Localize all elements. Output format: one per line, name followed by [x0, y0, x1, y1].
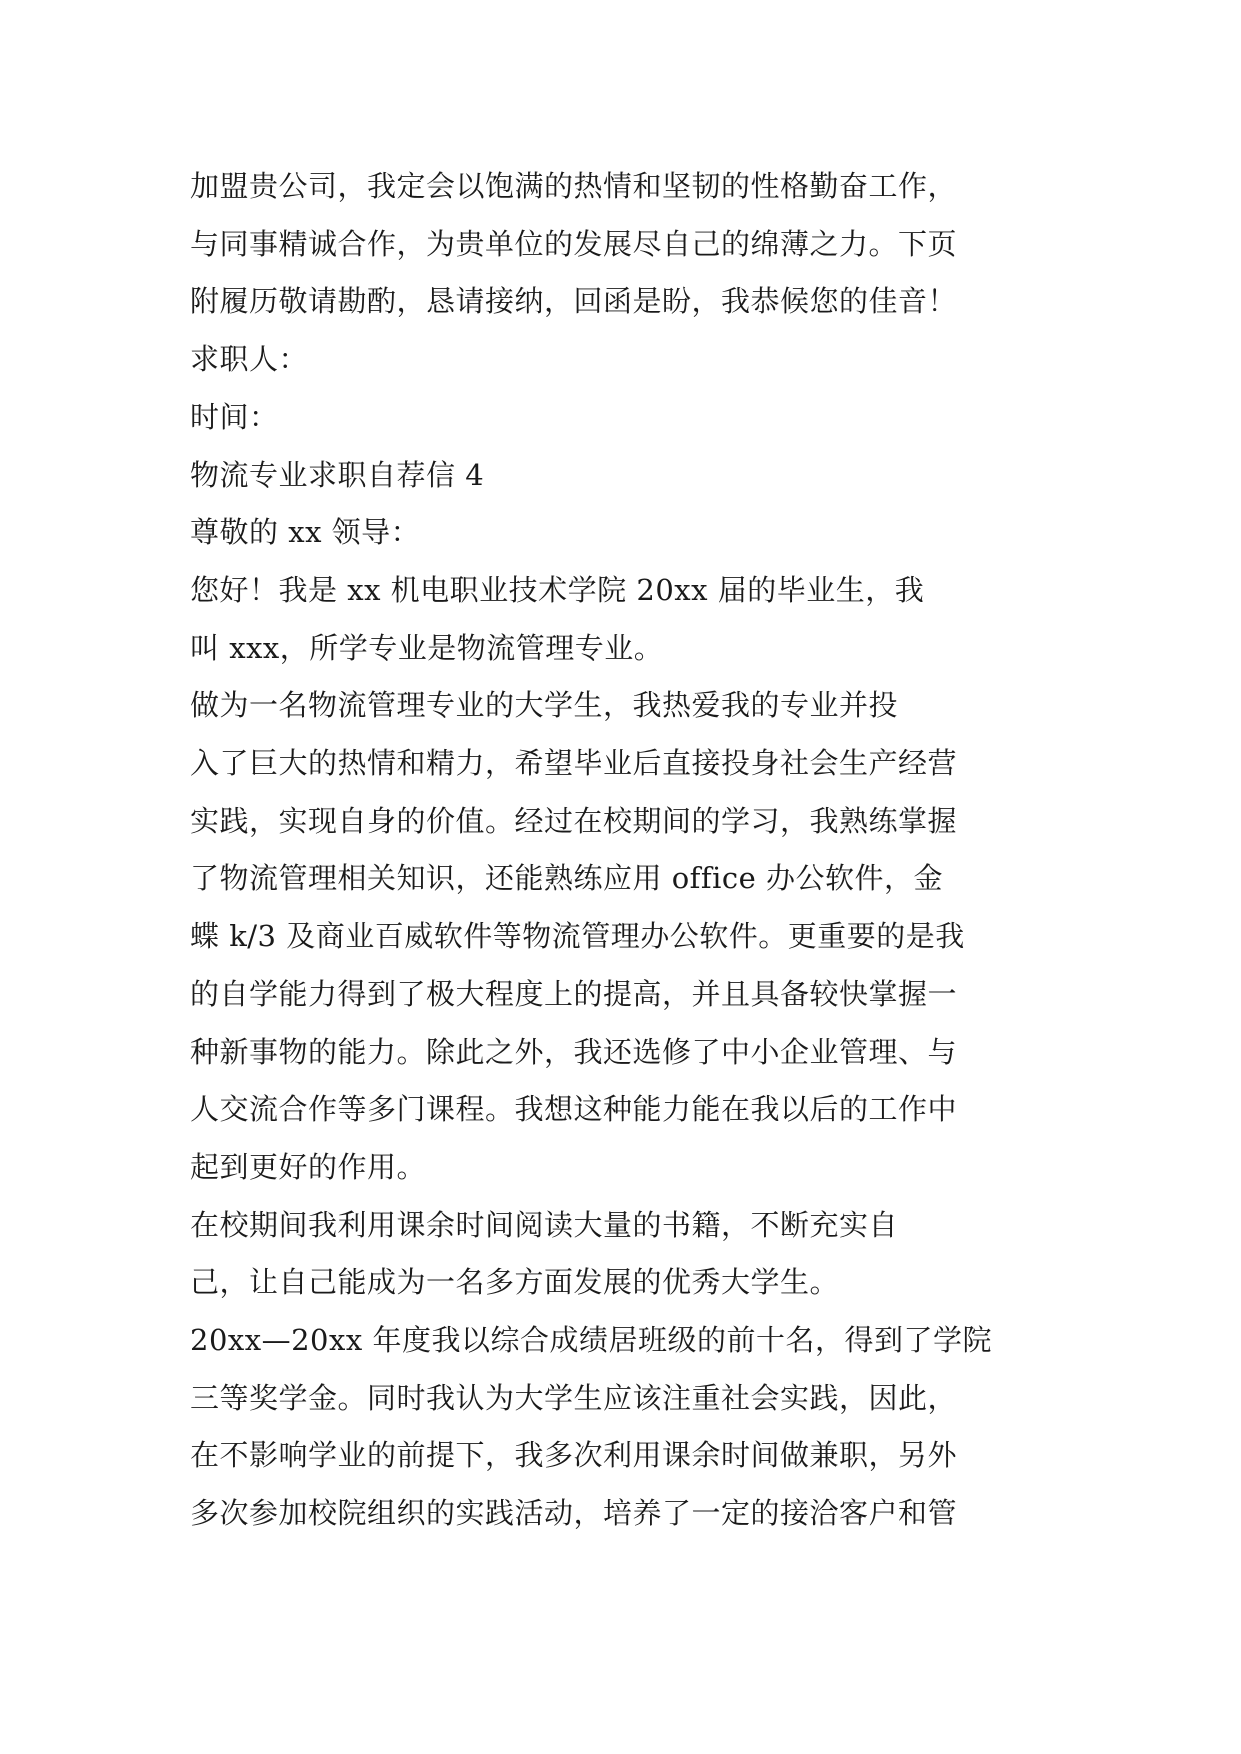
date-label: 时间： [190, 399, 279, 434]
text-line: 种新事物的能力。除此之外，我还选修了中小企业管理、与 [190, 1034, 958, 1069]
text-line: 在不影响学业的前提下，我多次利用课余时间做兼职，另外 [190, 1438, 958, 1473]
text-line: 人交流合作等多门课程。我想这种能力能在我以后的工作中 [190, 1092, 958, 1127]
text-line: 叫 xxx，所学专业是物流管理专业。 [190, 630, 664, 665]
text-line: 的自学能力得到了极大程度上的提高，并且具备较快掌握一 [190, 976, 958, 1011]
text-line: 与同事精诚合作，为贵单位的发展尽自己的绵薄之力。下页 [190, 226, 958, 261]
salutation: 尊敬的 xx 领导： [190, 515, 421, 550]
text-line: 己，让自己能成为一名多方面发展的优秀大学生。 [190, 1265, 840, 1300]
text-line: 附履历敬请勘酌，恳请接纳，回函是盼，我恭候您的佳音！ [190, 284, 958, 319]
text-line: 20xx—20xx 年度我以综合成绩居班级的前十名，得到了学院 [190, 1323, 992, 1358]
text-line: 蝶 k/3 及商业百威软件等物流管理办公软件。更重要的是我 [190, 919, 965, 954]
document-body [190, 158, 1060, 1543]
text-line: 您好！我是 xx 机电职业技术学院 20xx 届的毕业生，我 [190, 572, 925, 607]
text-line: 多次参加校院组织的实践活动，培养了一定的接洽客户和管 [190, 1496, 958, 1531]
text-line: 在校期间我利用课余时间阅读大量的书籍，不断充实自 [190, 1207, 899, 1242]
text-line: 加盟贵公司，我定会以饱满的热情和坚韧的性格勤奋工作， [190, 169, 958, 203]
text-line: 了物流管理相关知识，还能熟练应用 office 办公软件，金 [190, 861, 944, 896]
text-line: 做为一名物流管理专业的大学生，我热爱我的专业并投 [190, 688, 899, 723]
text-line: 实践，实现自身的价值。经过在校期间的学习，我熟练掌握 [190, 803, 958, 838]
text-line: 三等奖学金。同时我认为大学生应该注重社会实践，因此， [190, 1380, 958, 1415]
text-line: 起到更好的作用。 [190, 1149, 427, 1184]
signature-label: 求职人： [190, 342, 309, 377]
text-line: 入了巨大的热情和精力，希望毕业后直接投身社会生产经营 [190, 746, 958, 781]
letter-title: 物流专业求职自荐信 4 [190, 457, 485, 492]
